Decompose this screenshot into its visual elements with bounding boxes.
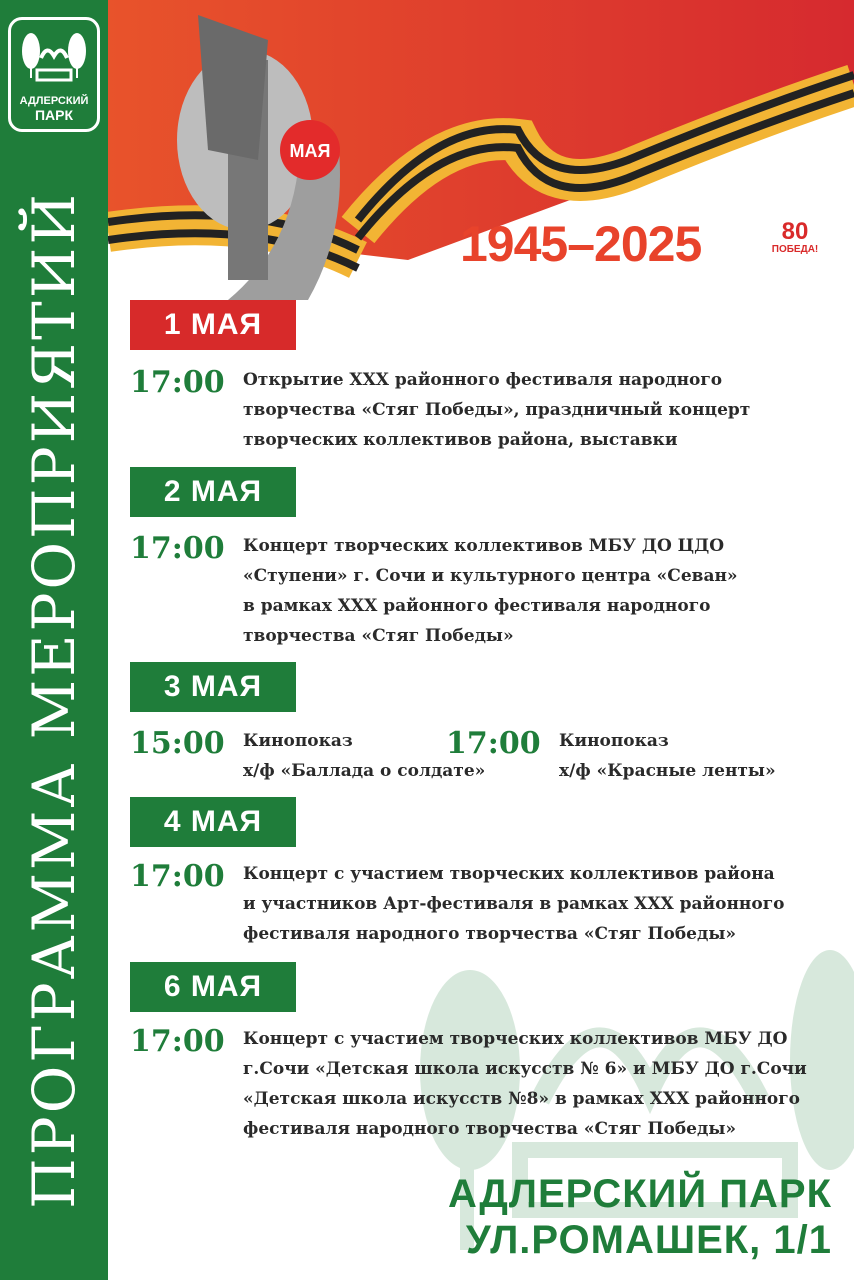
address-line2: УЛ.РОМАШЕК, 1/1 [465, 1218, 832, 1262]
victory-80-emblem [767, 168, 823, 255]
logo-line2: ПАРК [34, 107, 74, 123]
date-badge-may-2: 2 МАЯ [130, 467, 296, 517]
date-badge-may-1: 1 МАЯ [130, 300, 296, 350]
event-description: Концерт с участием творческих коллективов района и участников Арт-фестиваля в рамках XXX районного фестиваля народного творчества «Стяг Победы» [243, 864, 785, 944]
date-badge-may-6: 6 МАЯ [130, 962, 296, 1012]
event-description: Кинопоказ х/ф «Баллада о солдате» [243, 731, 486, 781]
logo-line1: АДЛЕРСКИЙ [19, 95, 89, 107]
event-description: Открытие XXX районного фестиваля народного творчества «Стяг Победы», праздничный концерт творческих коллективов района, выставки [243, 370, 751, 450]
address-line1: АДЛЕРСКИЙ ПАРК [448, 1172, 832, 1216]
date-badge-may-3: 3 МАЯ [130, 662, 296, 712]
event-time: 15:00 [130, 726, 225, 761]
event-time: 17:00 [130, 531, 225, 566]
emblem-text: ПОБЕДА! [771, 244, 819, 255]
flag [198, 15, 268, 160]
years-title: 1945–2025 [460, 216, 702, 272]
vertical-title: ПРОГРАММА МЕРОПРИЯТИЙ [20, 191, 88, 1209]
emblem-number: 80 [781, 218, 809, 245]
park-logo [8, 17, 100, 132]
park-trees-icon [19, 26, 89, 88]
event-time: 17:00 [130, 1024, 225, 1059]
may-circle-label: МАЯ [289, 141, 331, 161]
sidebar [0, 0, 108, 1280]
event-time: 17:00 [446, 726, 541, 761]
event-description: Кинопоказ х/ф «Красные ленты» [559, 731, 776, 781]
event-time: 17:00 [130, 859, 225, 894]
event-time: 17:00 [130, 365, 225, 400]
date-badge-may-4: 4 МАЯ [130, 797, 296, 847]
event-description: Концерт творческих коллективов МБУ ДО ЦДО «Ступени» г. Сочи и культурного центра «Севан» в рамках XXX районного фестиваля народного творчества «Стяг Победы» [243, 536, 738, 646]
event-description: Концерт с участием творческих коллективов МБУ ДО г.Сочи «Детская школа искусств № 6» и МБУ ДО г.Сочи «Детская школа искусств №8» в рамках XXX районного фестиваля народного творчества «Стяг Победы» [243, 1029, 807, 1139]
